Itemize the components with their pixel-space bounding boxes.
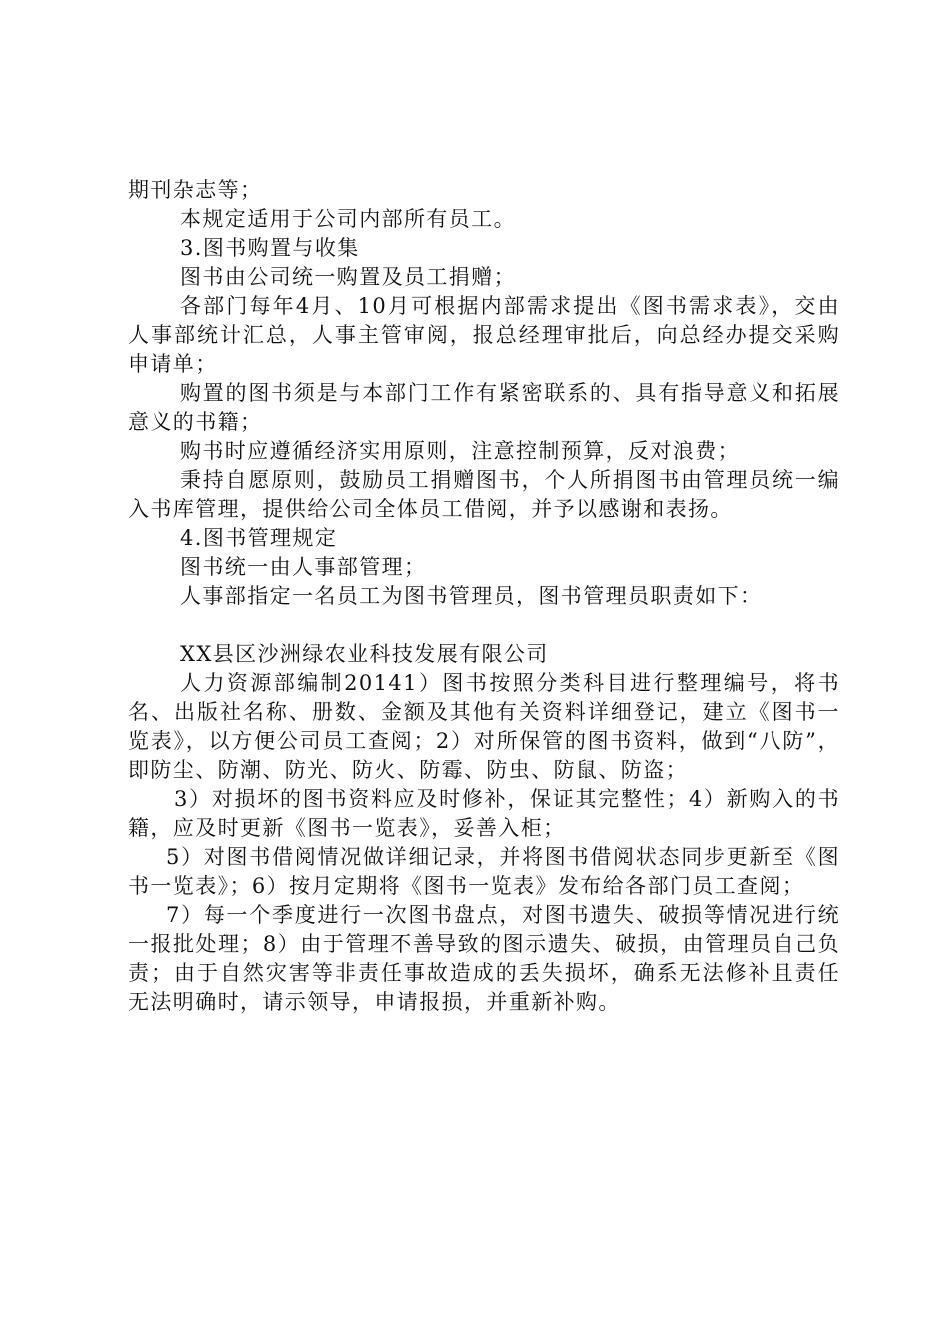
section-heading-4: 4.图书管理规定 xyxy=(180,526,338,550)
paragraph-gap xyxy=(128,611,840,640)
paragraph-15: 5）对图书借阅情况做详细记录，并将图书借阅状态同步更新至《图书一览表》；6）按月定期将《图书一览表》发布给各部门员工查阅； xyxy=(128,845,840,898)
document-body xyxy=(128,176,840,1017)
paragraph-7: 购书时应遵循经济实用原则，注意控制预算，反对浪费； xyxy=(180,439,740,463)
company-name: XX县区沙洲绿农业科技发展有限公司 xyxy=(180,642,549,666)
paragraph-11: 人事部指定一名员工为图书管理员，图书管理员职责如下： xyxy=(180,584,763,608)
paragraph-6: 购置的图书须是与本部门工作有紧密联系的、具有指导意义和拓展意义的书籍； xyxy=(128,381,840,434)
paragraph-10: 图书统一由人事部管理； xyxy=(180,555,427,579)
paragraph-1: 期刊杂志等； xyxy=(128,178,263,202)
paragraph-8: 秉持自愿原则，鼓励员工捐赠图书，个人所捐图书由管理员统一编入书库管理，提供给公司全体员工借阅，并予以感谢和表扬。 xyxy=(128,468,840,521)
paragraph-2: 本规定适用于公司内部所有员工。 xyxy=(180,207,516,231)
paragraph-16: 7）每一个季度进行一次图书盘点，对图书遗失、破损等情况进行统一报批处理；8）由于管理不善导致的图示遗失、破损，由管理员自己负责；由于自然灾害等非责任事故造成的丢失损坏，确系无法修补且责任无法明确时，请示领导，申请报损，并重新补购。 xyxy=(128,903,840,1014)
paragraph-5: 各部门每年4月、10月可根据内部需求提出《图书需求表》，交由人事部统计汇总，人事主管审阅，报总经理审批后，向总经办提交采购申请单； xyxy=(128,294,840,376)
section-heading-3: 3.图书购置与收集 xyxy=(180,236,360,260)
paragraph-14: 3）对损坏的图书资料应及时修补，保证其完整性；4）新购入的书籍，应及时更新《图书一览表》，妥善入柜； xyxy=(128,787,840,840)
paragraph-13: 人力资源部编制20141）图书按照分类科目进行整理编号，将书名、出版社名称、册数、金额及其他有关资料详细登记，建立《图书一览表》，以方便公司员工查阅；2）对所保管的图书资料，做到“八防”，即防尘、防潮、防光、防火、防霉、防虫、防鼠、防盗； xyxy=(128,671,840,782)
paragraph-4: 图书由公司统一购置及员工捐赠； xyxy=(180,265,516,289)
